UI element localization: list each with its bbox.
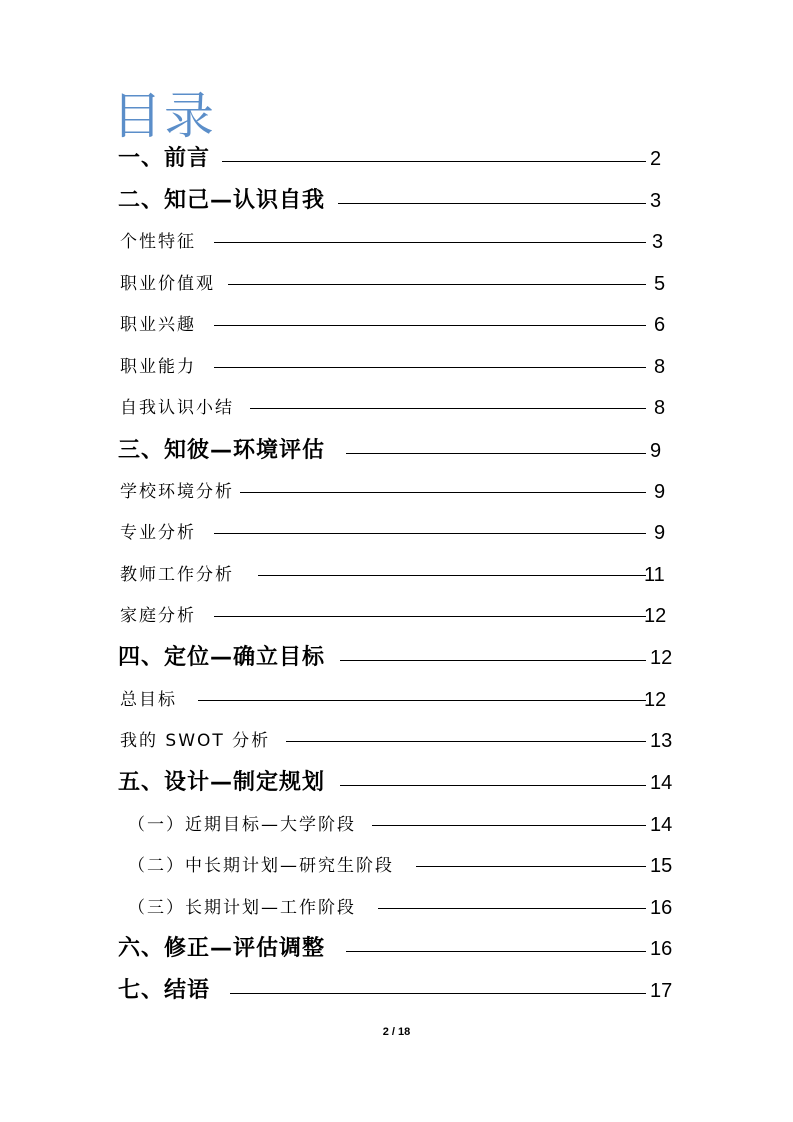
toc-entry-page-number: 9 [650,440,662,462]
toc-entry-page-number: 5 [654,273,666,295]
toc-entry-page-number: 3 [652,231,664,253]
toc-entry-label: 三、知彼—环境评估 [118,438,326,463]
toc-leader-line [372,825,646,826]
toc-leader-line [340,785,646,786]
toc-leader-line [214,533,646,534]
toc-entry-label: 职业价值观 [120,274,215,294]
toc-leader-line [416,866,646,867]
toc-leader-line [340,660,646,661]
toc-entry-label: 四、定位—确立目标 [118,645,326,670]
toc-leader-line [378,908,646,909]
toc-entry[interactable] [120,517,700,549]
toc-entry-label: （三）长期计划—工作阶段 [128,898,356,918]
toc-entry-label: 个性特征 [120,232,196,252]
toc-entry-page-number: 12 [644,605,667,627]
toc-entry-label: 五、设计—制定规划 [118,770,326,795]
toc-entry[interactable] [120,392,700,424]
toc-leader-line [228,284,646,285]
toc-entry[interactable] [120,309,700,341]
toc-leader-line [346,951,646,952]
toc-entry-page-number: 16 [650,897,673,919]
toc-entry-page-number: 12 [644,689,667,711]
toc-leader-line [286,741,646,742]
toc-entry-page-number: 14 [650,772,673,794]
toc-entry-page-number: 2 [650,148,662,170]
toc-entry-page-number: 11 [644,564,665,586]
toc-leader-line [198,700,646,701]
toc-entry[interactable] [128,850,700,882]
page-title: 目录 [112,87,216,145]
toc-entry-label: 学校环境分析 [120,482,234,502]
toc-entry[interactable] [118,975,700,1007]
toc-leader-line [214,325,646,326]
toc-entry[interactable] [128,809,700,841]
toc-entry-label: 职业兴趣 [120,315,196,335]
toc-entry[interactable] [118,185,700,217]
toc-leader-line [258,575,646,576]
toc-entry[interactable] [118,933,700,965]
toc-entry[interactable] [118,435,700,467]
toc-entry-page-number: 14 [650,814,673,836]
toc-entry-label: 总目标 [120,690,177,710]
toc-leader-line [214,367,646,368]
toc-entry-page-number: 6 [654,314,666,336]
toc-entry[interactable] [128,892,700,924]
toc-entry[interactable] [120,226,700,258]
toc-entry-page-number: 8 [654,397,666,419]
toc-leader-line [230,993,646,994]
toc-entry-page-number: 13 [650,730,673,752]
toc-entry[interactable] [120,684,700,716]
toc-entry-label: 二、知己—认识自我 [118,188,326,213]
toc-entry-label: 七、结语 [118,978,211,1003]
toc-entry[interactable] [120,725,700,757]
toc-entry-page-number: 12 [650,647,673,669]
toc-entry-page-number: 8 [654,356,666,378]
toc-leader-line [214,242,646,243]
toc-entry-label: （二）中长期计划—研究生阶段 [128,856,394,876]
toc-entry[interactable] [120,268,700,300]
toc-entry-page-number: 9 [654,481,666,503]
toc-leader-line [250,408,646,409]
toc-entry[interactable] [120,476,700,508]
toc-entry-page-number: 16 [650,938,673,960]
toc-entry-label: 自我认识小结 [120,398,234,418]
toc-entry-label: 家庭分析 [120,606,196,626]
toc-entry-label: 职业能力 [120,357,196,377]
toc-entry-page-number: 9 [654,522,666,544]
toc-leader-line [240,492,646,493]
toc-entry-label: 教师工作分析 [120,565,234,585]
toc-entry-label: 六、修正—评估调整 [118,936,326,961]
toc-entry-page-number: 17 [650,980,673,1002]
toc-entry[interactable] [120,351,700,383]
toc-entry-label: 专业分析 [120,523,196,543]
toc-entry[interactable] [118,642,700,674]
toc-entry-page-number: 3 [650,190,662,212]
toc-entry[interactable] [118,767,700,799]
toc-entry[interactable] [120,559,700,591]
toc-entry[interactable] [118,143,700,175]
toc-leader-line [222,161,646,162]
page-indicator: 2 / 18 [382,1026,411,1038]
toc-leader-line [338,203,646,204]
toc-entry-label: （一）近期目标—大学阶段 [128,815,356,835]
toc-leader-line [214,616,646,617]
toc-entry[interactable] [120,600,700,632]
toc-leader-line [346,453,646,454]
toc-entry-page-number: 15 [650,855,673,877]
toc-entry-label: 一、前言 [118,146,211,171]
toc-entry-label: 我的 SWOT 分析 [120,731,271,751]
